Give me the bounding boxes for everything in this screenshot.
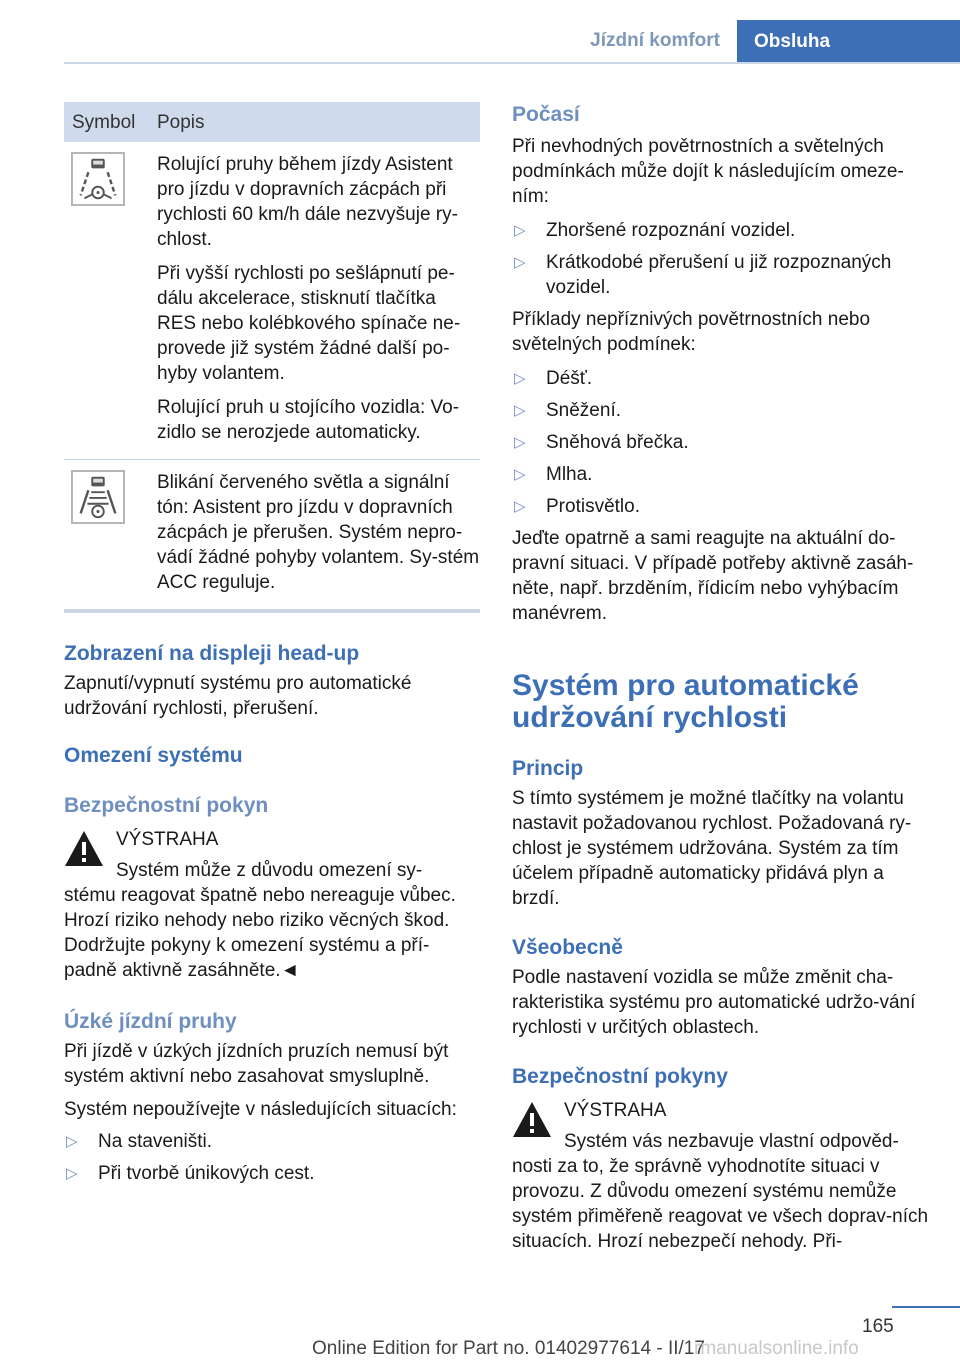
narrow-lanes-text: Při jízdě v úzkých jízdních pruzích nemusí být systém aktivní nebo zasahovat smysluplně. xyxy=(64,1041,449,1087)
symbol-table xyxy=(64,102,480,613)
right-column xyxy=(512,102,930,1254)
bullet-triangle-icon: ▷ xyxy=(514,370,526,387)
main-heading: Systém pro automatické udržování rychlosti xyxy=(512,669,859,734)
list-item: ▷ Protisvětlo. xyxy=(514,496,640,517)
col-desc-header: Popis xyxy=(149,102,480,142)
row1-paragraph-3: Rolující pruh u stojícího vozidla: Vo-zidlo se nerozjede automaticky. xyxy=(157,397,460,443)
bullet-triangle-icon: ▷ xyxy=(514,466,526,483)
list-item: ▷ Na staveništi. xyxy=(66,1131,213,1152)
warning-title-right: VÝSTRAHA xyxy=(564,1100,667,1121)
principle-text: S tímto systémem je možné tlačítky na volantu nastavit požadovanou rychlost. Požadovaná ry-chlost je systémem udržována. Systém za tím účelem případně automaticky přidává plyn a brzdí. xyxy=(512,788,912,909)
page-header xyxy=(0,0,960,62)
examples-list xyxy=(512,366,930,519)
warning-text-first-right: Systém vás nezbavuje vlastní odpověd- xyxy=(564,1131,899,1152)
situations-list xyxy=(64,1129,480,1186)
lane-assist-icon xyxy=(71,152,125,206)
list-item: ▷ Déšť. xyxy=(514,368,593,389)
hud-text: Zapnutí/vypnutí systému pro automatické udržování rychlosti, přerušení. xyxy=(64,673,412,719)
hud-heading: Zobrazení na displeji head-up xyxy=(64,642,360,665)
general-text: Podle nastavení vozidla se může změnit cha-rakteristika systému pro automatické udržo-vání rychlosti v určitých oblastech. xyxy=(512,967,916,1038)
col-symbol-header: Symbol xyxy=(64,102,149,142)
list-item: ▷ Mlha. xyxy=(514,464,593,485)
list-item: ▷ Krátkodobé přerušení u již rozpoznaných vozidel. xyxy=(514,252,892,298)
row1-paragraph-2: Při vyšší rychlosti po sešlápnutí pe-dálu akcelerace, stisknutí tlačítka RES nebo kolébkového spínače ne-provede již systém žádné další po-hyby volantem. xyxy=(157,263,461,384)
list-item: ▷ Při tvorbě únikových cest. xyxy=(66,1163,315,1184)
warning-title: VÝSTRAHA xyxy=(116,829,219,850)
caution-text: Jeďte opatrně a sami reagujte na aktuální do-pravní situaci. V případě potřeby aktivně zasáh-něte, např. brzděním, řídicím nebo vyhýbacím manévrem. xyxy=(512,528,914,624)
left-column xyxy=(64,102,480,1186)
bullet-triangle-icon: ▷ xyxy=(514,222,526,239)
warning-triangle-icon xyxy=(64,829,104,869)
weather-heading: Počasí xyxy=(512,103,580,126)
warning-text: stému reagovat špatně nebo nereaguje vůbec. Hrozí riziko nehody nebo riziko věcných škod. Dodržujte pokyny k omezení systému a pří-padně aktivně zasáhněte.◄ xyxy=(64,885,456,981)
header-rule xyxy=(64,62,960,64)
bullet-triangle-icon: ▷ xyxy=(66,1133,78,1150)
table-row xyxy=(64,142,480,460)
warning-triangle-icon xyxy=(512,1100,552,1140)
narrow-lanes-heading: Úzké jízdní pruhy xyxy=(64,1010,237,1033)
bullet-triangle-icon: ▷ xyxy=(514,434,526,451)
examples-text: Příklady nepříznivých povětrnostních nebo světelných podmínek: xyxy=(512,309,871,355)
header-section: Jízdní komfort xyxy=(590,30,720,51)
header-chapter-tab: Obsluha xyxy=(737,20,960,62)
safety-heading-right: Bezpečnostní pokyny xyxy=(512,1065,728,1088)
warning-text-first: Systém může z důvodu omezení sy- xyxy=(116,860,423,881)
bullet-triangle-icon: ▷ xyxy=(514,254,526,271)
list-item: ▷ Zhoršené rozpoznání vozidel. xyxy=(514,220,796,241)
footer-rule xyxy=(892,1306,960,1308)
table-row xyxy=(64,460,480,612)
list-item: ▷ Sněžení. xyxy=(514,400,621,421)
warning-block xyxy=(64,827,480,983)
limits-heading: Omezení systému xyxy=(64,744,243,767)
lane-assist-interrupted-icon xyxy=(71,470,125,524)
weather-text: Při nevhodných povětrnostních a světelných podmínkách může dojít k následujícím omeze-ním: xyxy=(512,136,904,207)
watermark: rmanualsonline.info xyxy=(694,1338,859,1359)
edition-text: Online Edition for Part no. 01402977614 - II/17 xyxy=(312,1338,705,1359)
list-item: ▷ Sněhová břečka. xyxy=(514,432,689,453)
warning-block-right xyxy=(512,1098,930,1254)
bullet-triangle-icon: ▷ xyxy=(514,498,526,515)
situations-text: Systém nepoužívejte v následujících situacích: xyxy=(64,1099,457,1120)
bullet-triangle-icon: ▷ xyxy=(514,402,526,419)
principle-heading: Princip xyxy=(512,757,584,780)
safety-heading: Bezpečnostní pokyn xyxy=(64,794,269,817)
general-heading: Všeobecně xyxy=(512,936,623,959)
bullet-triangle-icon: ▷ xyxy=(66,1165,78,1182)
warning-text-right: nosti za to, že správně vyhodnotíte situaci v provozu. Z důvodu omezení systému nemůže systém přiměřeně reagovat ve všech doprav-ních situacích. Hrozí nebezpečí nehody. Při- xyxy=(512,1156,929,1252)
weather-list xyxy=(512,218,930,300)
row2-paragraph-1: Blikání červeného světla a signální tón: Asistent pro jízdu v dopravních zácpách je přerušen. Systém nepro-vádí žádné pohyby volantem. Sy-stém ACC reguluje. xyxy=(157,472,480,593)
page-number: 165 xyxy=(862,1316,894,1337)
row1-paragraph-1: Rolující pruhy během jízdy Asistent pro jízdu v dopravních zácpách při rychlosti 60 km/h dále nezvyšuje ry-chlost. xyxy=(157,154,458,250)
